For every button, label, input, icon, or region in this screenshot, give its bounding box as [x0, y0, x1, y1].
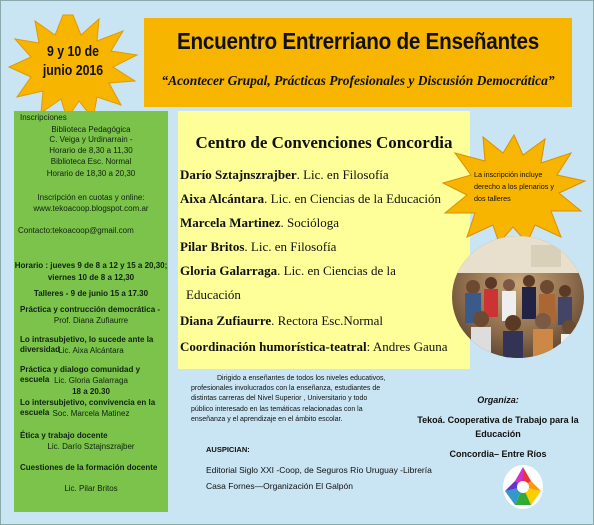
workshop-title: Lo intrasubjetivo, lo sucede ante la diversidad	[20, 335, 154, 355]
speaker-name: Marcela Martinez	[180, 215, 281, 230]
workshop-title: Práctica y contrucción democrática -	[20, 305, 161, 314]
speaker-role: . Rectora Esc.Normal	[271, 313, 384, 328]
speaker-role: . Socióloga	[280, 215, 339, 230]
speaker-row	[180, 163, 468, 186]
speaker-row	[180, 309, 468, 332]
organizer-block	[403, 393, 593, 461]
event-photo	[451, 235, 585, 359]
organizer-line: Educación	[475, 429, 521, 439]
info-sidebar	[14, 111, 168, 512]
sponsors-line: Editorial Siglo XXI -Coop, de Seguros Río Uruguay -Librería	[206, 465, 432, 475]
date-line-1: 9 y 10 de	[46, 44, 100, 60]
schedule-line: viernes 10 de 8 a 12,30	[47, 273, 135, 282]
workshop-person: Lic. Aixa Alcántara	[58, 346, 124, 355]
speaker-name: Darío Sztajnszrajber	[180, 167, 297, 182]
inscription-line: La inscripción incluye	[474, 170, 543, 179]
workshop-time: 18 a 20.30	[72, 387, 110, 396]
description-line: profesionales involucrados con la enseñanza, estudiantes de	[191, 385, 381, 393]
venue-panel	[178, 111, 470, 369]
speaker-row	[180, 187, 468, 210]
workshop-title: Práctica y dialogo comunidad y escuela	[20, 365, 141, 385]
tekoa-logo	[501, 463, 545, 511]
venue-title: Centro de Convenciones Concordia	[195, 133, 453, 152]
speaker-row	[180, 259, 468, 282]
audience-description	[191, 374, 389, 425]
speaker-role: . Lic. en Ciencias de la	[277, 263, 396, 278]
speaker-name: Gloria Galarraga	[180, 263, 278, 278]
inscripciones-label: Inscripciones	[20, 113, 67, 122]
speaker-name: Pilar Britos	[180, 239, 245, 254]
info-line: C. Veiga y Urdinarrain -	[49, 135, 133, 144]
description-line: público interesado en las temáticas relacionadas con la	[191, 405, 363, 413]
description-line: enseñanza y el aprendizaje en el ámbito escolar.	[191, 415, 343, 423]
page-title: Encuentro Entrerriano de Enseñantes	[176, 28, 540, 54]
date-badge	[7, 13, 139, 121]
speaker-row	[180, 235, 468, 258]
workshop-person: Soc. Marcela Matinez	[52, 409, 130, 418]
speaker-role: Educación	[186, 287, 241, 302]
date-line-2: junio 2016	[42, 63, 104, 79]
sponsors-line: Casa Fornes—Organización El Galpón	[206, 481, 353, 491]
speaker-name: Aixa Alcántara	[180, 191, 265, 206]
page-subtitle: “Acontecer Grupal, Prácticas Profesionales y Discusión Democrática”	[161, 73, 555, 88]
workshop-person: Lic. Gloria Galarraga	[54, 376, 128, 385]
speaker-role: . Lic. en Filosofía	[244, 239, 337, 254]
speaker-row	[180, 211, 468, 234]
speaker-role: . Lic. en Ciencias de la Educación	[264, 191, 442, 206]
title-banner	[144, 18, 572, 107]
organizer-label: Organiza:	[477, 395, 519, 405]
workshop-title: Cuestiones de la formación docente	[20, 463, 158, 472]
tekoa-logo-icon	[501, 463, 545, 511]
description-line: distintas carreras del Nivel Superior , Universitario y todo	[191, 395, 368, 403]
inscription-line: dos talleres	[474, 194, 511, 203]
contact-email[interactable]: Contacto:tekoacoop@gmail.com	[18, 226, 134, 235]
info-line: Horario de 8,30 a 11,30	[49, 146, 133, 155]
organizer-line: Tekoá. Cooperativa de Trabajo para la	[417, 415, 579, 425]
speaker-row	[180, 335, 468, 358]
speaker-role: : Andres Gauna	[366, 339, 448, 354]
organizer-location: Concordia– Entre Ríos	[449, 449, 547, 459]
group-photo-image	[451, 235, 585, 359]
speaker-name: Coordinación humorística-teatral	[180, 339, 367, 354]
sponsors-label: AUSPICIAN:	[206, 445, 250, 454]
workshop-title: Lo intersubjetivo, convivencia en la escuela	[20, 398, 156, 418]
online-label: Inscripción en cuotas y online:	[37, 193, 145, 202]
info-line: Biblioteca Esc. Normal	[50, 157, 132, 166]
workshop-person: Lic. Pilar Britos	[64, 484, 118, 493]
speaker-row	[186, 283, 474, 306]
info-line: Horario de 18,30 a 20,30	[46, 169, 136, 178]
workshops-schedule: Talleres - 9 de junio 15 a 17.30	[33, 289, 149, 298]
inscription-line: derecho a los plenarios y	[474, 182, 554, 191]
schedule-line: Horario : jueves 9 de 8 a 12 y 15 a 20,30;	[14, 261, 168, 270]
speaker-name: Diana Zufiaurre	[180, 313, 272, 328]
speaker-role: . Lic. en Filosofía	[296, 167, 389, 182]
inscription-badge	[441, 133, 587, 245]
workshop-person: Prof. Diana Zufiaurre	[53, 316, 129, 325]
workshop-title: Ética y trabajo docente	[20, 431, 108, 440]
sponsors-list	[206, 462, 436, 494]
website-link[interactable]: www.tekoacoop.blogspot.com.ar	[33, 204, 149, 213]
info-line: Biblioteca Pedagógica	[51, 125, 131, 134]
workshop-person: Lic. Darío Sztajnszrajber	[47, 442, 135, 451]
description-line: Dirigido a enseñantes de todos los niveles educativos,	[217, 375, 386, 382]
